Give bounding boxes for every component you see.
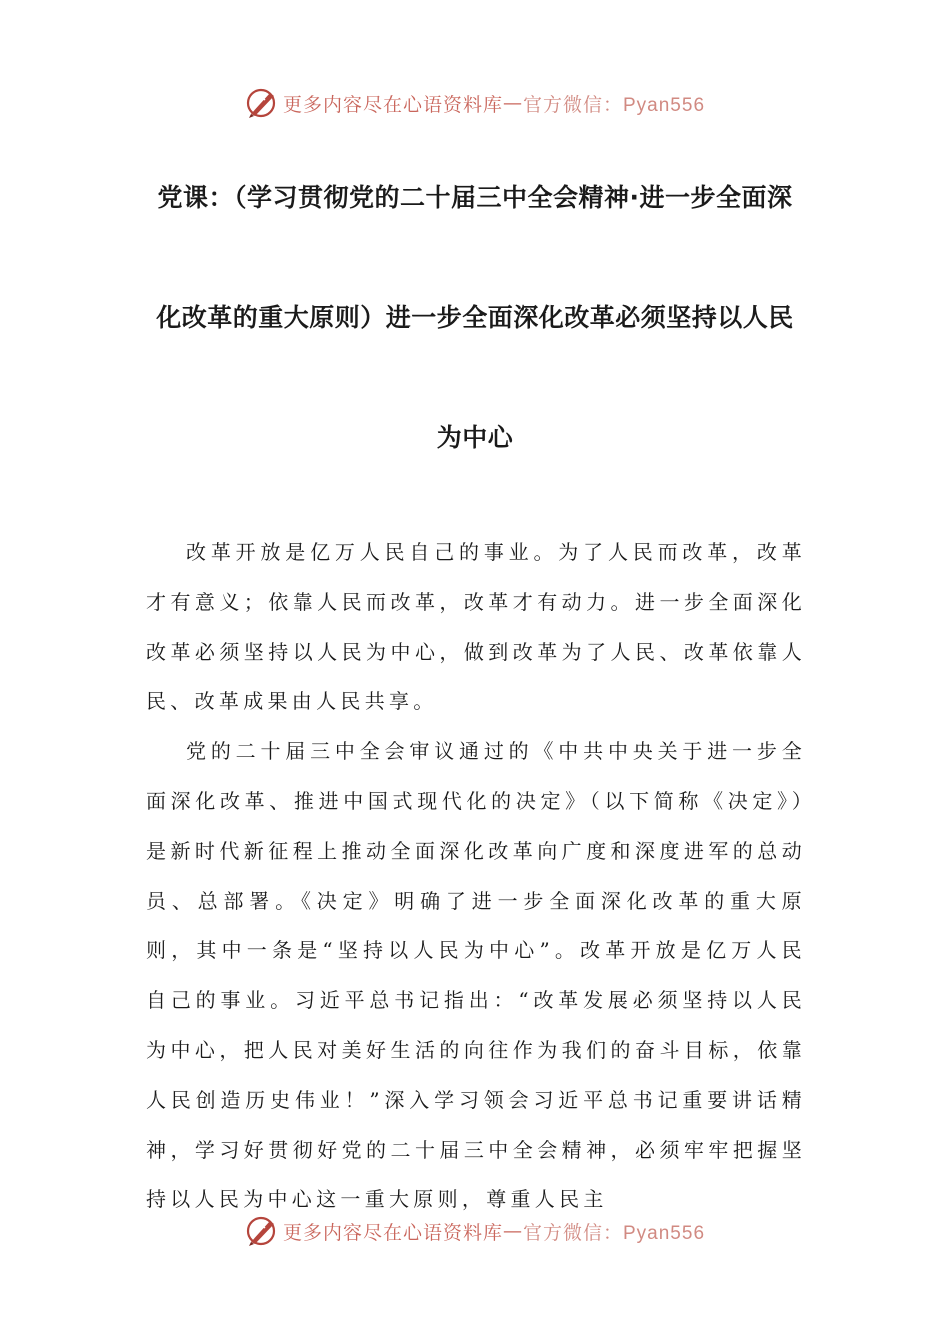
watermark-text: 更多内容尽在心语资料库 (282, 93, 503, 116)
watermark-official: 官方微信：Pyan556 (523, 94, 706, 116)
title-line-2: 化改革的重大原则）进一步全面深化改革必须坚持以人民 (156, 303, 794, 332)
watermark-text: 更多内容尽在心语资料库 (282, 1221, 503, 1244)
pen-logo-icon (245, 1214, 279, 1248)
pen-logo-icon (245, 86, 279, 120)
paragraph-2: 党的二十届三中全会审议通过的《中共中央关于进一步全面深化改革、推进中国式现代化的决定》（以下简称《决定》）是新时代新征程上推动全面深化改革向广度和深度进军的总动员、总部署。《决定》明确了进一步全面深化改革的重大原则，其中一条是“坚持以人民为中心”。改革开放是亿万人民自己的事业。习近平总书记指出：“改革发展必须坚持以人民为中心，把人民对美好生活的向往作为我们的奋斗目标，依靠人民创造历史伟业！”深入学习领会习近平总书记重要讲话精神，学习好贯彻好党的二十届三中全会精神，必须牢牢把握坚持以人民为中心这一重大原则，尊重人民主 (146, 739, 806, 1212)
paragraph-1: 改革开放是亿万人民自己的事业。为了人民而改革，改革才有意义；依靠人民而改革，改革才有动力。进一步全面深化改革必须坚持以人民为中心，做到改革为了人民、改革依靠人民、改革成果由人民共享。 (146, 540, 806, 714)
watermark-dash: — (503, 1220, 523, 1242)
watermark-official: 官方微信：Pyan556 (523, 1222, 706, 1244)
title-line-1: 党课：（学习贯彻党的二十届三中全会精神·进一步全面深 (157, 183, 793, 212)
footer-watermark (0, 1211, 950, 1251)
article-body (146, 528, 806, 1225)
title-line-3: 为中心 (436, 423, 514, 452)
header-watermark (0, 83, 950, 123)
watermark-dash: — (503, 92, 523, 114)
